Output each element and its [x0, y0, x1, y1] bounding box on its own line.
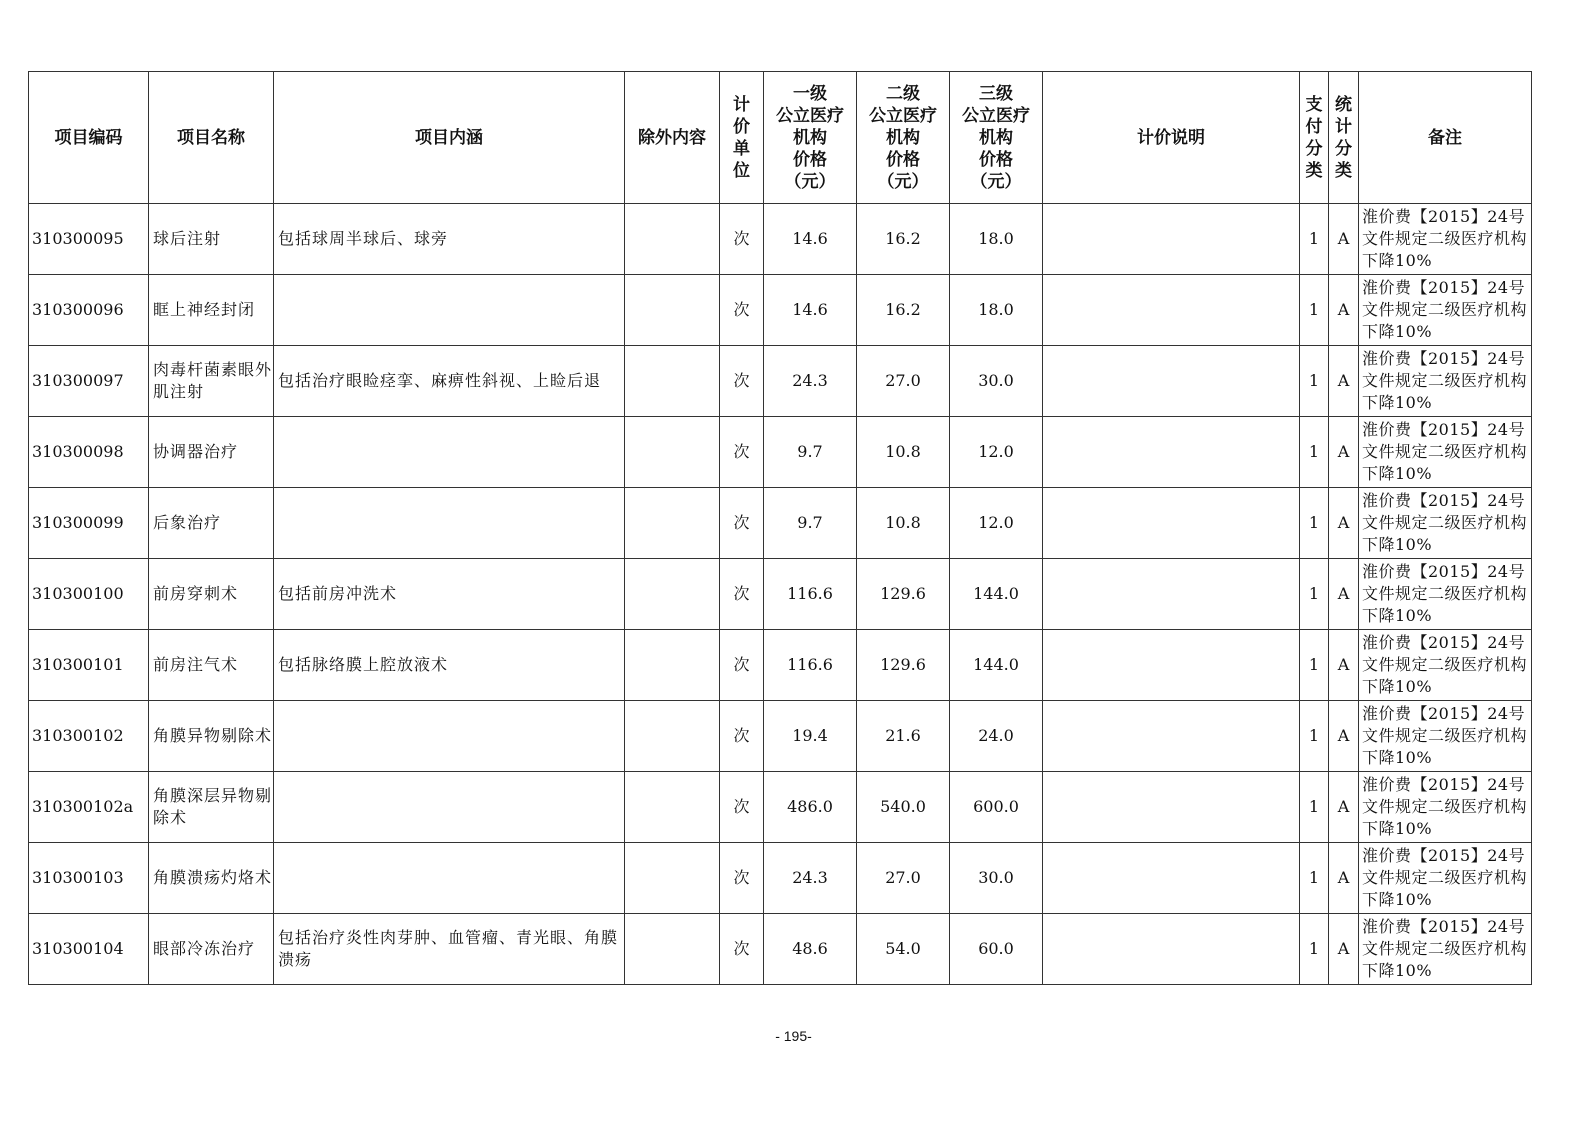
cell-remark: 淮价费【2015】24号文件规定二级医疗机构下降10% — [1359, 346, 1532, 417]
cell-stat-class: A — [1329, 914, 1359, 985]
cell-price-level1: 14.6 — [764, 204, 857, 275]
cell-price-level2: 129.6 — [857, 630, 950, 701]
table-row — [29, 772, 1532, 843]
cell-name: 后象治疗 — [149, 488, 274, 559]
cell-pricing-note — [1043, 488, 1300, 559]
cell-price-level3: 144.0 — [950, 559, 1043, 630]
cell-price-level1: 19.4 — [764, 701, 857, 772]
cell-name: 肉毒杆菌素眼外肌注射 — [149, 346, 274, 417]
cell-unit: 次 — [720, 346, 764, 417]
cell-content — [274, 275, 625, 346]
cell-content — [274, 417, 625, 488]
cell-code: 310300096 — [29, 275, 149, 346]
header-price-level3: 三级 公立医疗 机构 价格 （元） — [950, 72, 1043, 204]
cell-stat-class: A — [1329, 843, 1359, 914]
cell-unit: 次 — [720, 488, 764, 559]
cell-name: 角膜深层异物剔除术 — [149, 772, 274, 843]
cell-name: 协调器治疗 — [149, 417, 274, 488]
cell-pay-class: 1 — [1300, 772, 1329, 843]
cell-excluded — [625, 488, 720, 559]
cell-remark: 淮价费【2015】24号文件规定二级医疗机构下降10% — [1359, 204, 1532, 275]
cell-price-level2: 16.2 — [857, 275, 950, 346]
cell-price-level1: 116.6 — [764, 630, 857, 701]
cell-price-level2: 129.6 — [857, 559, 950, 630]
cell-price-level3: 30.0 — [950, 346, 1043, 417]
cell-excluded — [625, 701, 720, 772]
cell-remark: 淮价费【2015】24号文件规定二级医疗机构下降10% — [1359, 559, 1532, 630]
cell-content: 包括治疗眼睑痉挛、麻痹性斜视、上睑后退 — [274, 346, 625, 417]
table-row — [29, 630, 1532, 701]
header-stat-class: 统 计 分 类 — [1329, 72, 1359, 204]
cell-excluded — [625, 914, 720, 985]
header-price-level2: 二级 公立医疗 机构 价格 （元） — [857, 72, 950, 204]
cell-excluded — [625, 275, 720, 346]
cell-price-level1: 24.3 — [764, 346, 857, 417]
table-row — [29, 204, 1532, 275]
cell-pay-class: 1 — [1300, 417, 1329, 488]
table-row — [29, 914, 1532, 985]
cell-price-level1: 24.3 — [764, 843, 857, 914]
cell-unit: 次 — [720, 417, 764, 488]
cell-remark: 淮价费【2015】24号文件规定二级医疗机构下降10% — [1359, 914, 1532, 985]
cell-price-level2: 27.0 — [857, 346, 950, 417]
cell-unit: 次 — [720, 772, 764, 843]
cell-price-level1: 9.7 — [764, 417, 857, 488]
cell-excluded — [625, 843, 720, 914]
cell-price-level3: 60.0 — [950, 914, 1043, 985]
cell-price-level3: 24.0 — [950, 701, 1043, 772]
table-row — [29, 843, 1532, 914]
cell-stat-class: A — [1329, 346, 1359, 417]
header-pay-class: 支 付 分 类 — [1300, 72, 1329, 204]
cell-excluded — [625, 346, 720, 417]
cell-pricing-note — [1043, 417, 1300, 488]
cell-name: 角膜溃疡灼烙术 — [149, 843, 274, 914]
cell-pricing-note — [1043, 772, 1300, 843]
cell-code: 310300097 — [29, 346, 149, 417]
cell-pay-class: 1 — [1300, 488, 1329, 559]
cell-stat-class: A — [1329, 204, 1359, 275]
cell-unit: 次 — [720, 559, 764, 630]
page-number: - 195- — [775, 1028, 812, 1044]
cell-price-level3: 30.0 — [950, 843, 1043, 914]
header-unit: 计 价 单 位 — [720, 72, 764, 204]
cell-price-level1: 48.6 — [764, 914, 857, 985]
cell-excluded — [625, 630, 720, 701]
cell-content: 包括前房冲洗术 — [274, 559, 625, 630]
cell-unit: 次 — [720, 275, 764, 346]
cell-unit: 次 — [720, 843, 764, 914]
cell-code: 310300102a — [29, 772, 149, 843]
cell-price-level3: 12.0 — [950, 417, 1043, 488]
cell-pricing-note — [1043, 204, 1300, 275]
cell-pay-class: 1 — [1300, 204, 1329, 275]
header-pricing-note: 计价说明 — [1043, 72, 1300, 204]
cell-unit: 次 — [720, 701, 764, 772]
cell-price-level1: 14.6 — [764, 275, 857, 346]
cell-pricing-note — [1043, 275, 1300, 346]
cell-price-level1: 116.6 — [764, 559, 857, 630]
cell-content — [274, 843, 625, 914]
cell-pay-class: 1 — [1300, 914, 1329, 985]
cell-price-level3: 144.0 — [950, 630, 1043, 701]
cell-code: 310300099 — [29, 488, 149, 559]
price-table — [28, 71, 1532, 985]
cell-code: 310300098 — [29, 417, 149, 488]
cell-name: 球后注射 — [149, 204, 274, 275]
cell-price-level3: 18.0 — [950, 275, 1043, 346]
table-row — [29, 701, 1532, 772]
cell-price-level1: 9.7 — [764, 488, 857, 559]
cell-content — [274, 488, 625, 559]
cell-remark: 淮价费【2015】24号文件规定二级医疗机构下降10% — [1359, 417, 1532, 488]
cell-pay-class: 1 — [1300, 346, 1329, 417]
cell-pay-class: 1 — [1300, 630, 1329, 701]
cell-content: 包括脉络膜上腔放液术 — [274, 630, 625, 701]
cell-excluded — [625, 204, 720, 275]
cell-price-level2: 10.8 — [857, 488, 950, 559]
table-row — [29, 488, 1532, 559]
cell-pricing-note — [1043, 843, 1300, 914]
cell-price-level2: 16.2 — [857, 204, 950, 275]
table-row — [29, 417, 1532, 488]
cell-stat-class: A — [1329, 488, 1359, 559]
cell-remark: 淮价费【2015】24号文件规定二级医疗机构下降10% — [1359, 843, 1532, 914]
cell-price-level2: 540.0 — [857, 772, 950, 843]
cell-stat-class: A — [1329, 559, 1359, 630]
cell-unit: 次 — [720, 630, 764, 701]
cell-code: 310300102 — [29, 701, 149, 772]
cell-name: 前房注气术 — [149, 630, 274, 701]
cell-excluded — [625, 559, 720, 630]
cell-price-level2: 27.0 — [857, 843, 950, 914]
header-name: 项目名称 — [149, 72, 274, 204]
header-price-level1: 一级 公立医疗 机构 价格 （元） — [764, 72, 857, 204]
table-row — [29, 346, 1532, 417]
cell-unit: 次 — [720, 914, 764, 985]
cell-code: 310300103 — [29, 843, 149, 914]
cell-content: 包括治疗炎性肉芽肿、血管瘤、青光眼、角膜溃疡 — [274, 914, 625, 985]
cell-content: 包括球周半球后、球旁 — [274, 204, 625, 275]
cell-content — [274, 701, 625, 772]
cell-price-level2: 10.8 — [857, 417, 950, 488]
cell-pricing-note — [1043, 630, 1300, 701]
cell-pay-class: 1 — [1300, 843, 1329, 914]
cell-price-level2: 54.0 — [857, 914, 950, 985]
table-header — [29, 72, 1532, 204]
header-remark: 备注 — [1359, 72, 1532, 204]
cell-remark: 淮价费【2015】24号文件规定二级医疗机构下降10% — [1359, 772, 1532, 843]
cell-name: 眶上神经封闭 — [149, 275, 274, 346]
cell-stat-class: A — [1329, 630, 1359, 701]
cell-pay-class: 1 — [1300, 701, 1329, 772]
cell-remark: 淮价费【2015】24号文件规定二级医疗机构下降10% — [1359, 630, 1532, 701]
cell-price-level3: 600.0 — [950, 772, 1043, 843]
cell-name: 角膜异物剔除术 — [149, 701, 274, 772]
header-content: 项目内涵 — [274, 72, 625, 204]
cell-price-level3: 12.0 — [950, 488, 1043, 559]
cell-stat-class: A — [1329, 772, 1359, 843]
table-row — [29, 275, 1532, 346]
cell-excluded — [625, 417, 720, 488]
cell-pricing-note — [1043, 914, 1300, 985]
cell-stat-class: A — [1329, 417, 1359, 488]
cell-unit: 次 — [720, 204, 764, 275]
cell-price-level2: 21.6 — [857, 701, 950, 772]
table-body — [29, 204, 1532, 985]
cell-remark: 淮价费【2015】24号文件规定二级医疗机构下降10% — [1359, 275, 1532, 346]
cell-stat-class: A — [1329, 275, 1359, 346]
cell-pay-class: 1 — [1300, 559, 1329, 630]
cell-pricing-note — [1043, 559, 1300, 630]
cell-name: 眼部冷冻治疗 — [149, 914, 274, 985]
cell-excluded — [625, 772, 720, 843]
cell-stat-class: A — [1329, 701, 1359, 772]
cell-code: 310300095 — [29, 204, 149, 275]
cell-remark: 淮价费【2015】24号文件规定二级医疗机构下降10% — [1359, 488, 1532, 559]
cell-pricing-note — [1043, 346, 1300, 417]
cell-pay-class: 1 — [1300, 275, 1329, 346]
table-row — [29, 559, 1532, 630]
cell-price-level3: 18.0 — [950, 204, 1043, 275]
cell-name: 前房穿刺术 — [149, 559, 274, 630]
cell-code: 310300101 — [29, 630, 149, 701]
cell-price-level1: 486.0 — [764, 772, 857, 843]
cell-remark: 淮价费【2015】24号文件规定二级医疗机构下降10% — [1359, 701, 1532, 772]
header-code: 项目编码 — [29, 72, 149, 204]
cell-code: 310300104 — [29, 914, 149, 985]
header-excluded: 除外内容 — [625, 72, 720, 204]
cell-content — [274, 772, 625, 843]
cell-pricing-note — [1043, 701, 1300, 772]
cell-code: 310300100 — [29, 559, 149, 630]
